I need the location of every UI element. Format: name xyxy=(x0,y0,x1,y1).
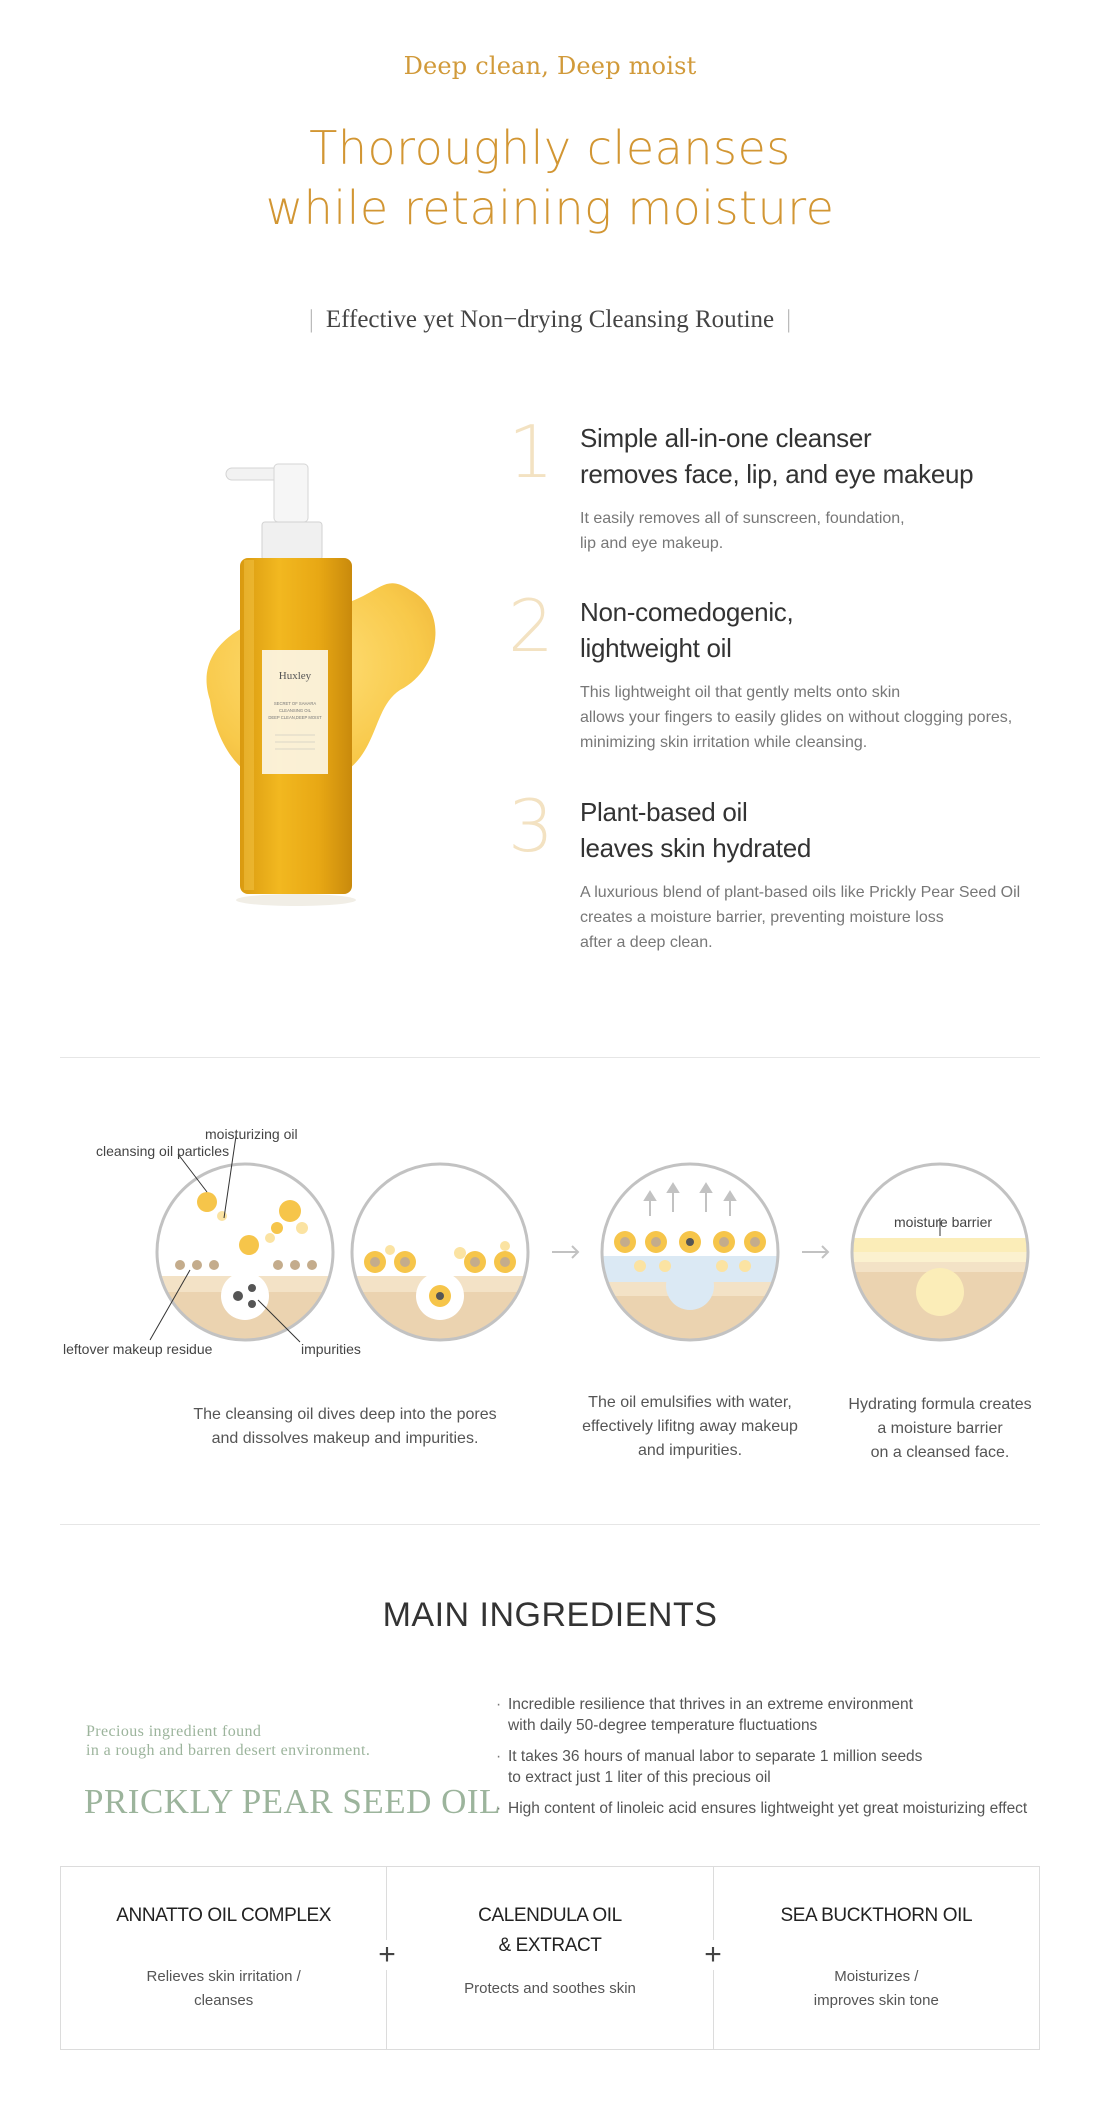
hero-ingredient-name: PRICKLY PEAR SEED OIL xyxy=(84,1782,501,1821)
ingredient-title: ANNATTO OIL COMPLEX xyxy=(116,1905,332,1926)
feature-number: 1 xyxy=(508,410,554,494)
feature-description: It easily removes all of sunscreen, foundation, lip and eye makeup. xyxy=(580,510,905,552)
label-moisture-barrier: moisture barrier xyxy=(894,1214,993,1230)
ingredient-cell-sea-buckthorn xyxy=(713,1867,1039,2049)
subhead-text: Effective yet Non−drying Cleansing Routine xyxy=(325,306,775,333)
feature-1 xyxy=(508,410,1048,570)
feature-2 xyxy=(508,584,1048,764)
subhead-divider-right: | xyxy=(786,306,792,333)
subhead xyxy=(0,306,1100,334)
diagram-step-1a xyxy=(150,1192,350,1356)
ingredient-title: CALENDULA OIL & EXTRACT xyxy=(478,1905,622,1956)
feature-3 xyxy=(508,784,1048,964)
label-moisturizing-oil: moisturizing oil xyxy=(205,1126,298,1142)
label-line-1: SECRET OF SAHARA xyxy=(273,701,317,706)
section-divider xyxy=(60,1057,1040,1058)
headline xyxy=(0,118,1100,238)
feature-title: Plant-based oil leaves skin hydrated xyxy=(580,797,812,863)
feature-number: 2 xyxy=(508,584,554,668)
ingredient-description: Protects and soothes skin xyxy=(464,1980,636,1997)
product-illustration xyxy=(150,460,470,930)
makeup-residue-dots xyxy=(175,1260,317,1270)
feature-title: Non-comedogenic, lightweight oil xyxy=(580,597,794,663)
oil-particles xyxy=(197,1192,301,1255)
arrow-right-icon xyxy=(802,1246,828,1258)
pump-collar xyxy=(262,522,322,560)
ingredient-tagline: Precious ingredient found in a rough and barren desert environment. xyxy=(86,1723,371,1759)
ingredient-description: Relieves skin irritation / cleanses xyxy=(146,1968,301,2009)
plus-icon: + xyxy=(375,1940,399,1970)
ingredient-grid xyxy=(60,1866,1040,2050)
list-item: · It takes 36 hours of manual labor to separate 1 million seeds to extract just 1 liter of this precious oil xyxy=(496,1746,1056,1788)
label-leftover-makeup-residue: leftover makeup residue xyxy=(63,1341,213,1357)
diagram-step-3 xyxy=(840,1238,1040,1360)
caption-step-2: The oil emulsifies with water, effectively lifitng away makeup and impurities. xyxy=(582,1394,798,1459)
arrow-right-icon xyxy=(552,1246,578,1258)
product-image xyxy=(150,460,470,930)
feature-title: Simple all-in-one cleanser removes face, lip, and eye makeup xyxy=(580,423,974,489)
ingredient-benefits-list xyxy=(496,1694,1056,1829)
plus-icon: + xyxy=(701,1940,725,1970)
lift-arrows-icon xyxy=(645,1184,735,1216)
feature-description: This lightweight oil that gently melts onto skin allows your fingers to easily glides on without clogging pores, minimizing skin irritation while cleansing. xyxy=(580,684,1013,751)
feature-number: 3 xyxy=(508,784,554,868)
ingredient-cell-annatto xyxy=(61,1867,386,2049)
section-title-main-ingredients: MAIN INGREDIENTS xyxy=(382,1596,718,1634)
ingredient-title: SEA BUCKTHORN OIL xyxy=(780,1905,973,1926)
label-impurities: impurities xyxy=(301,1341,361,1357)
label-line-2: CLEANSING OIL xyxy=(278,708,312,713)
eyebrow-text: Deep clean, Deep moist xyxy=(403,52,697,80)
label-brand: Huxley xyxy=(278,670,312,682)
headline-line-1: Thoroughly cleanses xyxy=(309,121,791,175)
label-cleansing-oil-particles: cleansing oil particles xyxy=(96,1143,230,1159)
pump-head xyxy=(274,464,308,522)
subhead-divider-left: | xyxy=(308,306,314,333)
headline-line-2: while retaining moisture xyxy=(265,181,835,235)
list-item: · Incredible resilience that thrives in an extreme environment with daily 50-degree temperature fluctuations xyxy=(496,1694,1056,1736)
label-line-3: DEEP CLEAN,DEEP MOIST xyxy=(268,715,322,720)
caption-step-3: Hydrating formula creates a moisture barrier on a cleansed face. xyxy=(848,1396,1032,1461)
ingredient-cell-calendula xyxy=(386,1867,712,2049)
ingredient-description: Moisturizes / improves skin tone xyxy=(813,1968,939,2009)
caption-step-1: The cleansing oil dives deep into the pores and dissolves makeup and impurities. xyxy=(193,1406,497,1447)
list-item: · High content of linoleic acid ensures lightweight yet great moisturizing effect xyxy=(496,1798,1056,1819)
pore xyxy=(221,1272,269,1320)
feature-description: A luxurious blend of plant-based oils like Prickly Pear Seed Oil creates a moisture barrier, preventing moisture loss after a deep clean. xyxy=(580,884,1021,951)
section-divider xyxy=(60,1524,1040,1525)
